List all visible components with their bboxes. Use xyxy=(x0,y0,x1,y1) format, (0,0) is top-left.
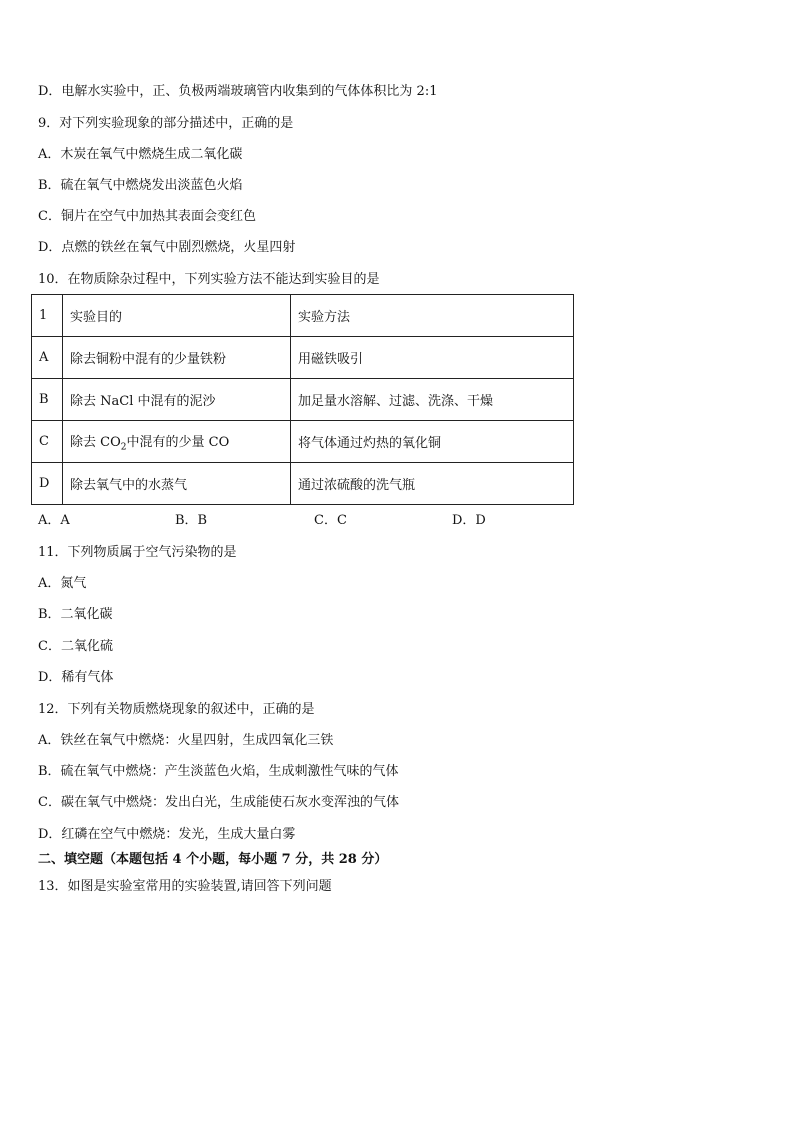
q11-option-b: B．二氧化碳 xyxy=(38,607,113,622)
q11-option-c: C．二氧化硫 xyxy=(38,639,113,654)
table-cell: D xyxy=(32,463,63,505)
co2-suffix: 中混有的少量 CO xyxy=(126,434,230,450)
table-header-cell: 实验方法 xyxy=(291,295,574,337)
q11-stem: 11．下列物质属于空气污染物的是 xyxy=(38,545,237,560)
table-cell: B xyxy=(32,379,63,421)
table-row xyxy=(32,337,574,379)
table-header-row xyxy=(32,295,574,337)
table-cell: 将气体通过灼热的氧化铜 xyxy=(291,421,574,463)
q10-table xyxy=(31,294,574,505)
co2-subscript: 2 xyxy=(120,442,127,453)
table-cell xyxy=(63,421,291,463)
table-cell: C xyxy=(32,421,63,463)
table-cell: 用磁铁吸引 xyxy=(291,337,574,379)
q13-stem: 13．如图是实验室常用的实验装置,请回答下列问题 xyxy=(38,879,332,894)
table-cell: 除去铜粉中混有的少量铁粉 xyxy=(63,337,291,379)
co2-prefix: 除去 CO xyxy=(70,434,121,450)
q10-option-c: C．C xyxy=(314,513,347,528)
table-cell: 加足量水溶解、过滤、洗涤、干燥 xyxy=(291,379,574,421)
table-cell: 除去氧气中的水蒸气 xyxy=(63,463,291,505)
table-row xyxy=(32,421,574,463)
q8-option-d: D．电解水实验中，正、负极两端玻璃管内收集到的气体体积比为 2:1 xyxy=(38,84,438,99)
table-cell: 通过浓硫酸的洗气瓶 xyxy=(291,463,574,505)
q9-stem: 9．对下列实验现象的部分描述中，正确的是 xyxy=(38,116,294,131)
q9-option-b: B．硫在氧气中燃烧发出淡蓝色火焰 xyxy=(38,178,243,193)
q9-option-a: A．木炭在氧气中燃烧生成二氧化碳 xyxy=(38,147,243,162)
section-heading: 二、填空题（本题包括 4 个小题，每小题 7 分，共 28 分） xyxy=(38,852,388,867)
q9-option-c: C．铜片在空气中加热其表面会变红色 xyxy=(38,209,256,224)
q12-stem: 12．下列有关物质燃烧现象的叙述中，正确的是 xyxy=(38,702,315,717)
table-header-cell: 1 xyxy=(32,295,63,337)
q12-option-a: A．铁丝在氧气中燃烧：火星四射，生成四氧化三铁 xyxy=(38,733,334,748)
q10-stem: 10．在物质除杂过程中，下列实验方法不能达到实验目的是 xyxy=(38,272,380,287)
q11-option-d: D．稀有气体 xyxy=(38,670,114,685)
q10-option-b: B．B xyxy=(175,513,208,528)
table-cell: A xyxy=(32,337,63,379)
q10-option-a: A．A xyxy=(38,513,70,528)
table-row xyxy=(32,463,574,505)
q11-option-a: A．氮气 xyxy=(38,576,87,591)
q12-option-c: C．碳在氧气中燃烧：发出白光，生成能使石灰水变浑浊的气体 xyxy=(38,795,399,810)
q12-option-b: B．硫在氧气中燃烧：产生淡蓝色火焰，生成刺激性气味的气体 xyxy=(38,764,399,779)
q10-option-d: D．D xyxy=(452,513,486,528)
q9-option-d: D．点燃的铁丝在氧气中剧烈燃烧，火星四射 xyxy=(38,240,296,255)
table-row xyxy=(32,379,574,421)
table-cell: 除去 NaCl 中混有的泥沙 xyxy=(63,379,291,421)
table-header-cell: 实验目的 xyxy=(63,295,291,337)
q12-option-d: D．红磷在空气中燃烧：发光，生成大量白雾 xyxy=(38,827,296,842)
